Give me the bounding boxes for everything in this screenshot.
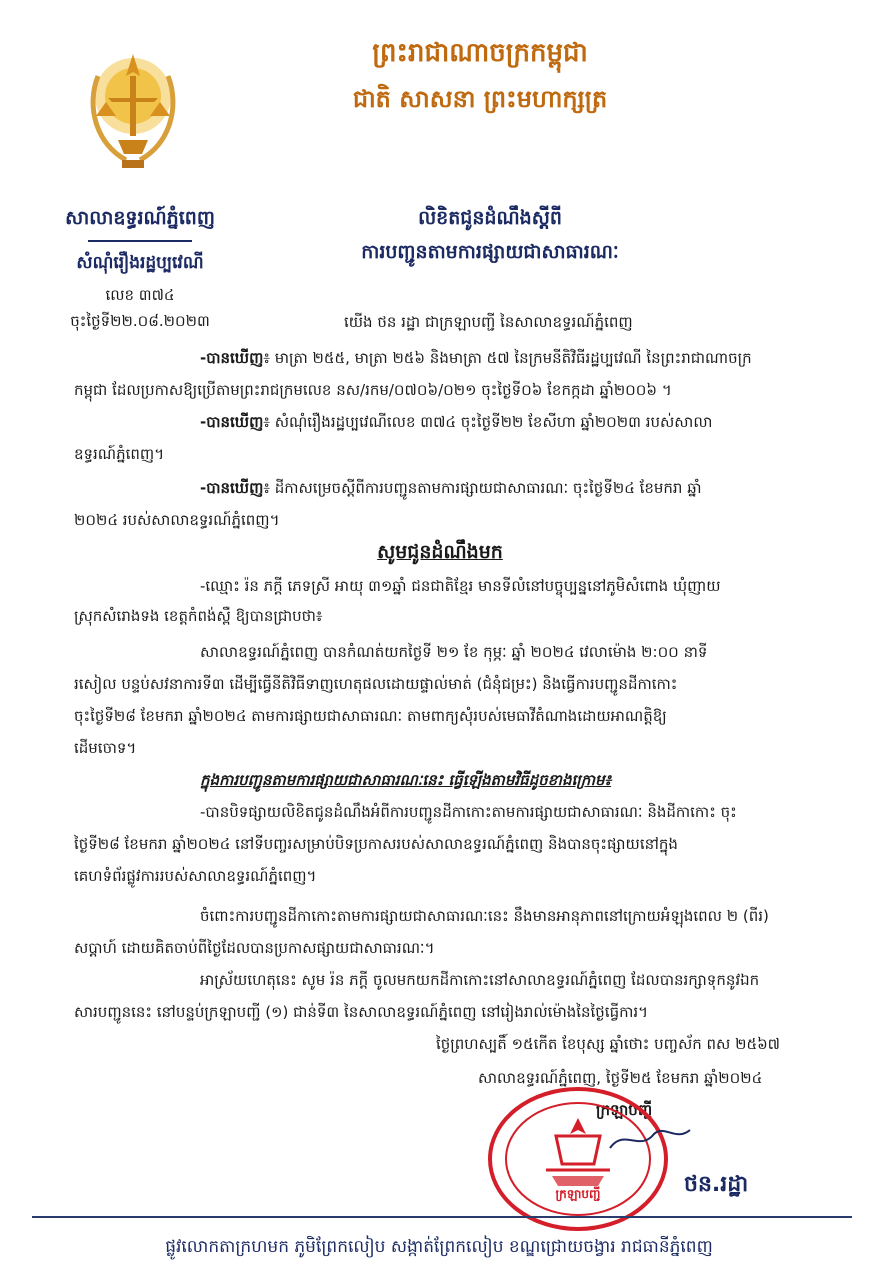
seen-1-line2: កម្ពុជា ដែលប្រកាសឱ្យប្រើតាមព្រះរាជក្រមលេខ នស/រកម/០៧០៦/០២១ ចុះថ្ងៃទី០៦ ខែកក្កដា ឆ្នាំ២០០៦ ។	[74, 381, 672, 399]
official-red-seal	[486, 1086, 670, 1232]
signatory-position: ក្រឡាបញ្ជី	[596, 1101, 653, 1119]
document-title-line1: លិខិតជូនដំណឹងស្តីពី	[418, 207, 562, 229]
seen-label: -បានឃើញ	[200, 413, 264, 431]
case-number: លេខ ៣៧៤	[105, 286, 175, 304]
seen-2-line1: -បានឃើញ៖ សំណុំរឿងរដ្ឋប្បវេណីលេខ ៣៧៤ ចុះថ្ងៃទី២២ ខែសីហា ឆ្នាំ២០២៣ របស់សាលា	[200, 413, 713, 431]
court-name: សាលាឧទ្ធរណ៍ភ្នំពេញ	[65, 207, 215, 229]
effect-line1: ចំពោះការបញ្ជូនដីកាកោះតាមការផ្សាយជាសាធារណៈនេះ នឹងមានអានុភាពនៅក្រោយអំឡុងពេល ២ (ពីរ)	[200, 907, 769, 925]
posting-line3: គេហទំព័រផ្លូវការរបស់សាលាឧទ្ធរណ៍ភ្នំពេញ។	[74, 867, 317, 885]
posting-line2: ថ្ងៃទី២៨ ខែមករា ឆ្នាំ២០២៤ នៅទីបញ្ចរសម្រាប់បិទប្រកាសរបស់សាលាឧទ្ធរណ៍ភ្នំពេញ និងបានចុះផ្សាយនៅក្នុង	[74, 835, 678, 853]
signatory-name: ថន.រដ្ឋា	[684, 1172, 749, 1197]
notify-heading: សូមជូនដំណឹងមក	[377, 541, 503, 563]
handwritten-signature-mark	[604, 1118, 694, 1158]
seen-label: -បានឃើញ	[200, 349, 264, 367]
posting-line1: -បានបិទផ្សាយលិខិតជូនដំណឹងអំពីការបញ្ជូនដីកាកោះតាមការផ្សាយជាសាធារណៈ និងដីកាកោះ ចុះ	[200, 803, 737, 821]
name-line2: ស្រុកសំរោងទង ខេត្តកំពង់ស្ពឺ ឱ្យបានជ្រាបថា៖	[74, 607, 323, 625]
lunar-date: ថ្ងៃព្រហស្បតិ៍ ១៥កើត ខែបុស្ស ឆ្នាំថោះ បញ្ចស័ក ពស ២៥៦៧	[436, 1035, 780, 1053]
hearing-line4: ដើមចោទ។	[74, 739, 137, 757]
seen-label: -បានឃើញ	[200, 479, 264, 497]
effect-line2: សប្តាហ៍ ដោយគិតចាប់ពីថ្ងៃដែលបានប្រកាសផ្សាយជាសាធារណៈ។	[74, 939, 435, 957]
footer-divider	[32, 1216, 852, 1218]
intro-line: យើង ថន រដ្ឋា ជាក្រឡាបញ្ជី នៃសាលាឧទ្ធរណ៍ភ្នំពេញ	[344, 313, 633, 331]
national-motto: ជាតិ សាសនា ព្រះមហាក្សត្រ	[352, 85, 608, 113]
seen-3-line1: -បានឃើញ៖ ដីកាសម្រេចស្តីពីការបញ្ជូនតាមការផ្សាយជាសាធារណៈ ចុះថ្ងៃទី២៤ ខែមករា ឆ្នាំ	[200, 479, 702, 497]
case-date: ចុះថ្ងៃទី២២.០៨.២០២៣	[70, 312, 210, 330]
footer-address: ផ្លូវលោកតាក្រហមក ភូមិព្រែកលៀប សង្កាត់ព្រែកលៀប ខណ្ឌជ្រោយចង្វារ រាជធានីភ្នំពេញ	[165, 1237, 713, 1257]
request-line1: អាស្រ័យហេតុនេះ សូម រ៉ន ភក្តី ចូលមកយកដីកាកោះនៅសាលាឧទ្ធរណ៍ភ្នំពេញ ដែលបានរក្សាទុកនូវឯក	[200, 971, 760, 989]
hearing-line3: ចុះថ្ងៃទី២៨ ខែមករា ឆ្នាំ២០២៤ តាមការផ្សាយជាសាធារណៈ តាមពាក្យសុំរបស់មេធាវីតំណាងដោយអាណត្តិឱ្យ	[74, 707, 667, 725]
hearing-line2: រសៀល បន្ទប់សវនាការទី៣ ដើម្បីធ្វើនីតិវិធីទាញហេតុផលដោយផ្ទាល់មាត់ (ជំនុំជម្រះ) និងធ្វើការបញ្ជូនដីកាកោះ	[74, 675, 678, 693]
solar-date: សាលាឧទ្ធរណ៍ភ្នំពេញ, ថ្ងៃទី២៥ ខែមករា ឆ្នាំ២០២៤	[478, 1069, 763, 1087]
court-divider	[88, 240, 192, 242]
seen-2-line2: ឧទ្ធរណ៍ភ្នំពេញ។	[74, 445, 165, 463]
seal-bottom-text: ក្រឡាបញ្ជី	[555, 1187, 601, 1201]
case-label: សំណុំរឿងរដ្ឋប្បវេណី	[76, 253, 204, 273]
name-line1: -ឈ្មោះ រ៉ន ភក្តី ភេទស្រី អាយុ ៣១ឆ្នាំ ជនជាតិខ្មែរ មានទីលំនៅបច្ចុប្បន្ននៅភូមិសំពោង ឃុំញាយ	[200, 577, 721, 595]
kingdom-name: ព្រះរាជាណាចក្រកម្ពុជា	[372, 38, 588, 68]
document-title-line2: ការបញ្ជូនតាមការផ្សាយជាសាធារណៈ	[361, 241, 619, 263]
royal-emblem-logo	[78, 36, 188, 186]
hearing-line1: សាលាឧទ្ធរណ៍ភ្នំពេញ បានកំណត់យកថ្ងៃទី ២១ ខែ កុម្ភៈ ឆ្នាំ ២០២៤ វេលាម៉ោង ២:០០ នាទី	[200, 643, 708, 661]
seen-1-line1: -បានឃើញ៖ មាត្រា ២៥៥, មាត្រា ២៥៦ និងមាត្រា ៥៧ នៃក្រមនីតិវិធីរដ្ឋប្បវេណី នៃព្រះរាជាណាចក្រ	[200, 349, 752, 367]
seen-3-line2: ២០២៤ របស់សាលាឧទ្ធរណ៍ភ្នំពេញ។	[74, 511, 280, 529]
procedure-heading: ក្នុងការបញ្ជូនតាមការផ្សាយជាសាធារណៈនេះ ធ្វើឡើងតាមវិធីដូចខាងក្រោម៖	[200, 771, 612, 789]
request-line2: សារបញ្ជូននេះ នៅបន្ទប់ក្រឡាបញ្ជី (១) ជាន់ទី៣ នៃសាលាឧទ្ធរណ៍ភ្នំពេញ នៅរៀងរាល់ម៉ោងនៃថ្ងៃធ្វើការ។	[74, 1003, 649, 1021]
